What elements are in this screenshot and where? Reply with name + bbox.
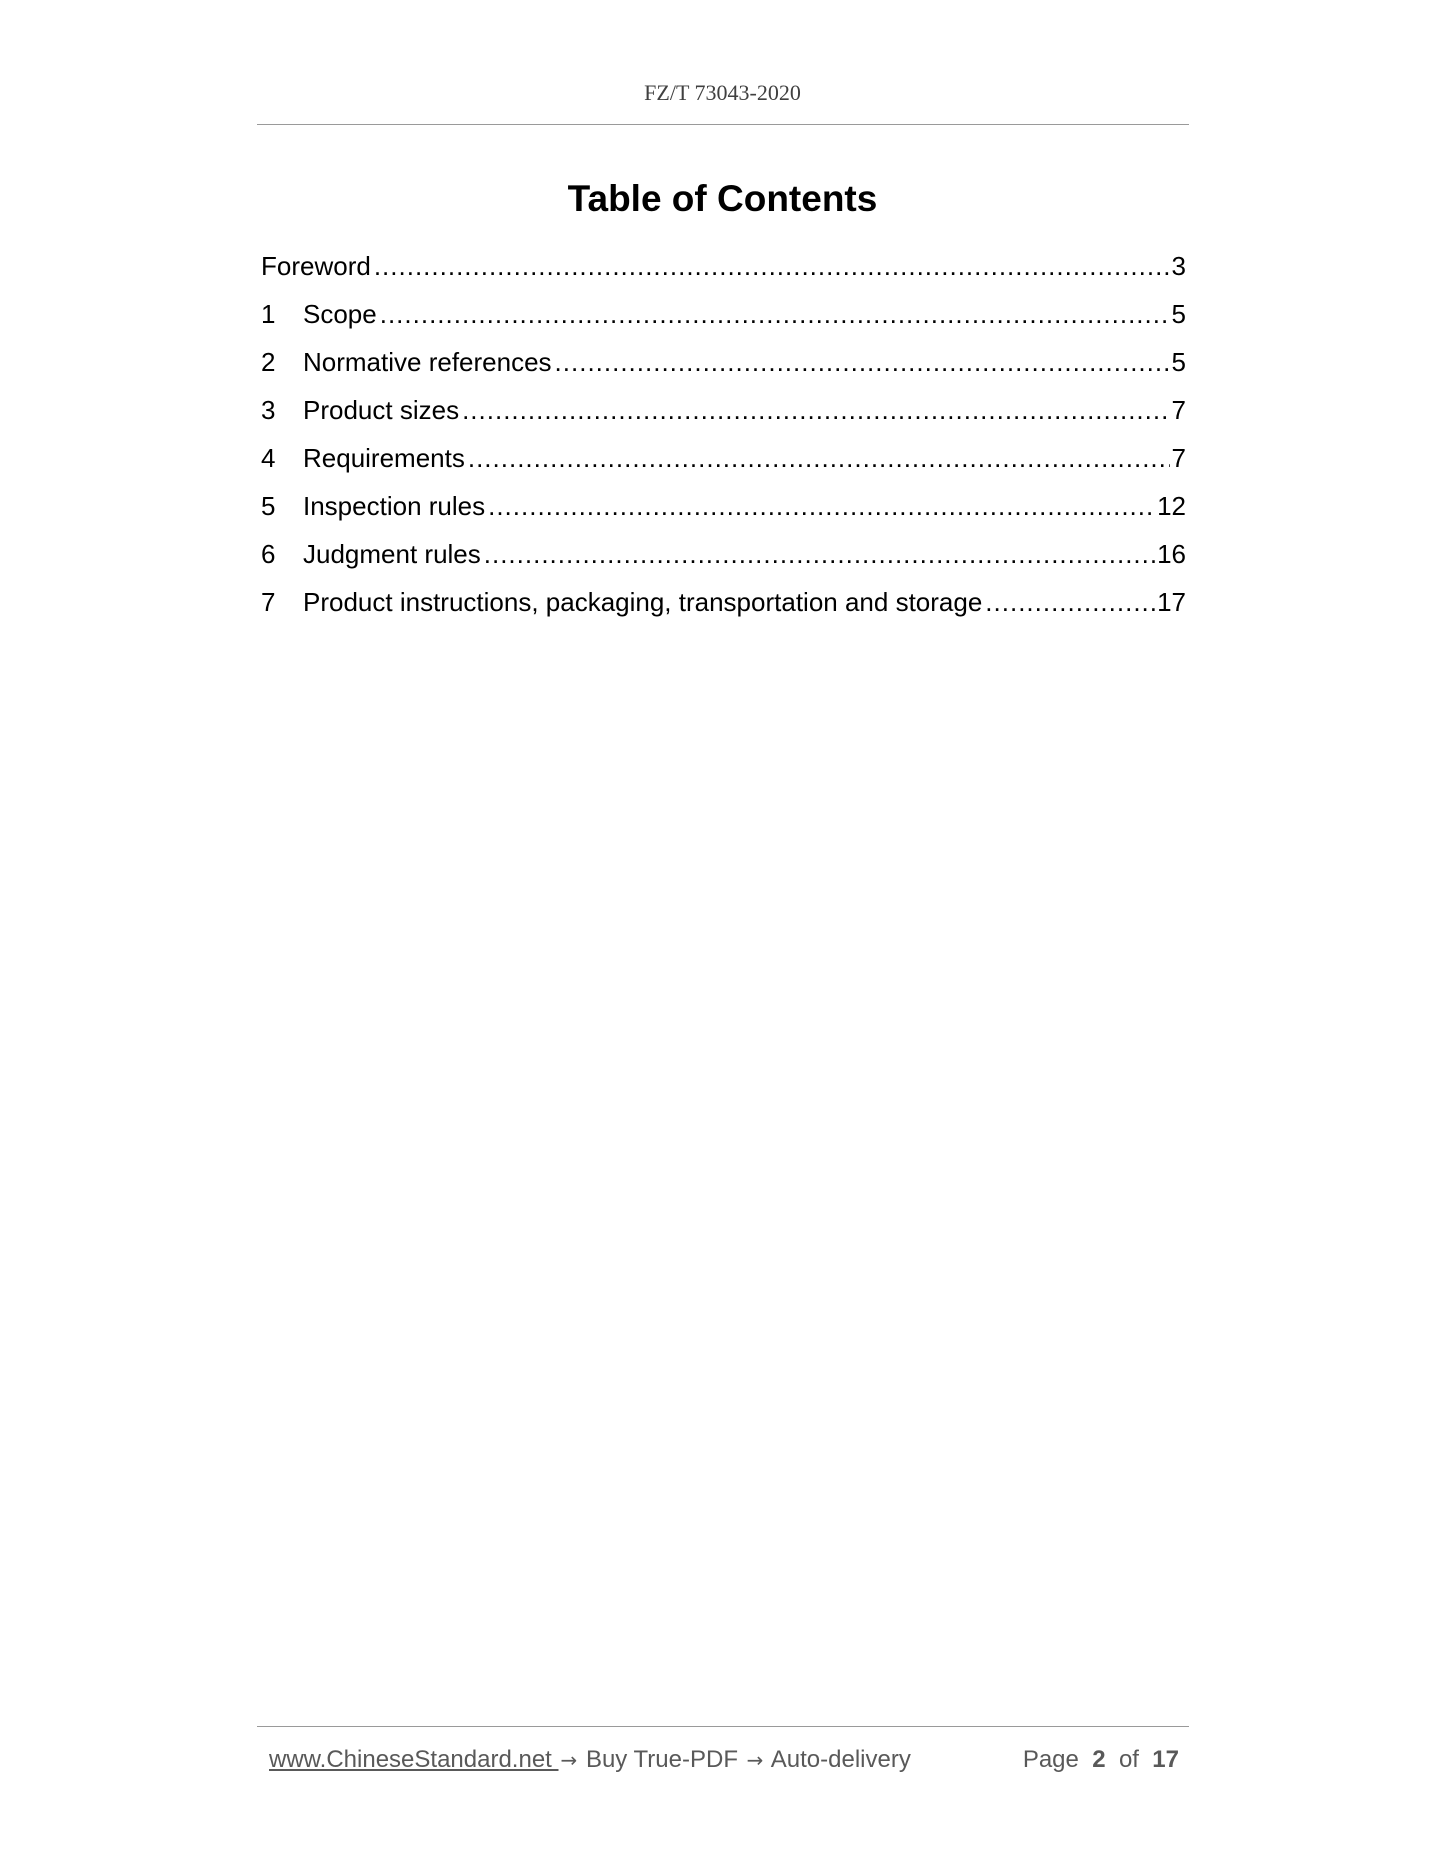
toc-entry-page: 5 [1171,299,1186,329]
total-pages-number: 17 [1152,1746,1179,1773]
toc-entry-page: 12 [1157,491,1186,521]
toc-entry-normative-references[interactable] [261,344,1186,392]
current-page-number: 2 [1092,1746,1106,1773]
toc-entry-product-sizes[interactable] [261,392,1186,440]
toc-entry-foreword[interactable] [261,248,1186,296]
footer-divider [257,1726,1189,1727]
toc-entry-label: Judgment rules [303,539,481,569]
toc-leader-dots [555,344,1170,380]
toc-entry-label: Product sizes [303,395,460,425]
toc-leader-dots [484,536,1155,572]
header-divider [257,124,1189,125]
toc-entry-page: 5 [1171,347,1186,377]
buy-true-pdf-text: Buy True-PDF [585,1746,738,1773]
toc-entry-page: 16 [1157,539,1186,569]
toc-entry-page: 17 [1157,587,1186,617]
toc-entry-number: 4 [261,443,276,473]
toc-title: Table of Contents [567,178,878,219]
toc-entry-number: 6 [261,539,276,569]
toc-entry-page: 3 [1171,251,1186,281]
document-code-header: FZ/T 73043-2020 [644,80,801,105]
right-arrow-icon: → [746,1748,764,1772]
toc-leader-dots [985,584,1155,620]
toc-entry-judgment-rules[interactable] [261,536,1186,584]
toc-entry-number: 7 [261,587,276,617]
toc-leader-dots [488,488,1155,524]
auto-delivery-text: Auto-delivery [770,1746,911,1773]
footer-promo [269,1746,911,1774]
toc-entry-label: Scope [303,299,377,329]
toc-entry-label: Requirements [303,443,465,473]
toc-entry-product-instructions[interactable] [261,584,1186,632]
toc-leader-dots [468,440,1170,476]
toc-entry-page: 7 [1171,395,1186,425]
toc-entry-label: Foreword [261,251,371,281]
toc-leader-dots [462,392,1169,428]
toc-entry-page: 7 [1171,443,1186,473]
toc-entry-number: 2 [261,347,276,377]
toc-entry-scope[interactable] [261,296,1186,344]
toc-entry-label: Normative references [303,347,552,377]
page-indicator [1023,1746,1179,1774]
of-word: of [1118,1746,1139,1773]
toc-entry-label: Product instructions, packaging, transportation and storage [303,587,983,617]
page-footer [269,1746,1179,1774]
page-word: Page [1022,1746,1079,1773]
toc-entry-label: Inspection rules [303,491,486,521]
toc-entry-inspection-rules[interactable] [261,488,1186,536]
right-arrow-icon: → [560,1748,578,1772]
website-link[interactable]: www.ChineseStandard.net [269,1746,559,1773]
toc-entry-number: 5 [261,491,276,521]
toc-leader-dots [380,296,1170,332]
toc-entry-number: 3 [261,395,276,425]
toc-list [261,248,1186,632]
toc-entry-requirements[interactable] [261,440,1186,488]
toc-leader-dots [374,248,1170,284]
toc-entry-number: 1 [261,299,276,329]
